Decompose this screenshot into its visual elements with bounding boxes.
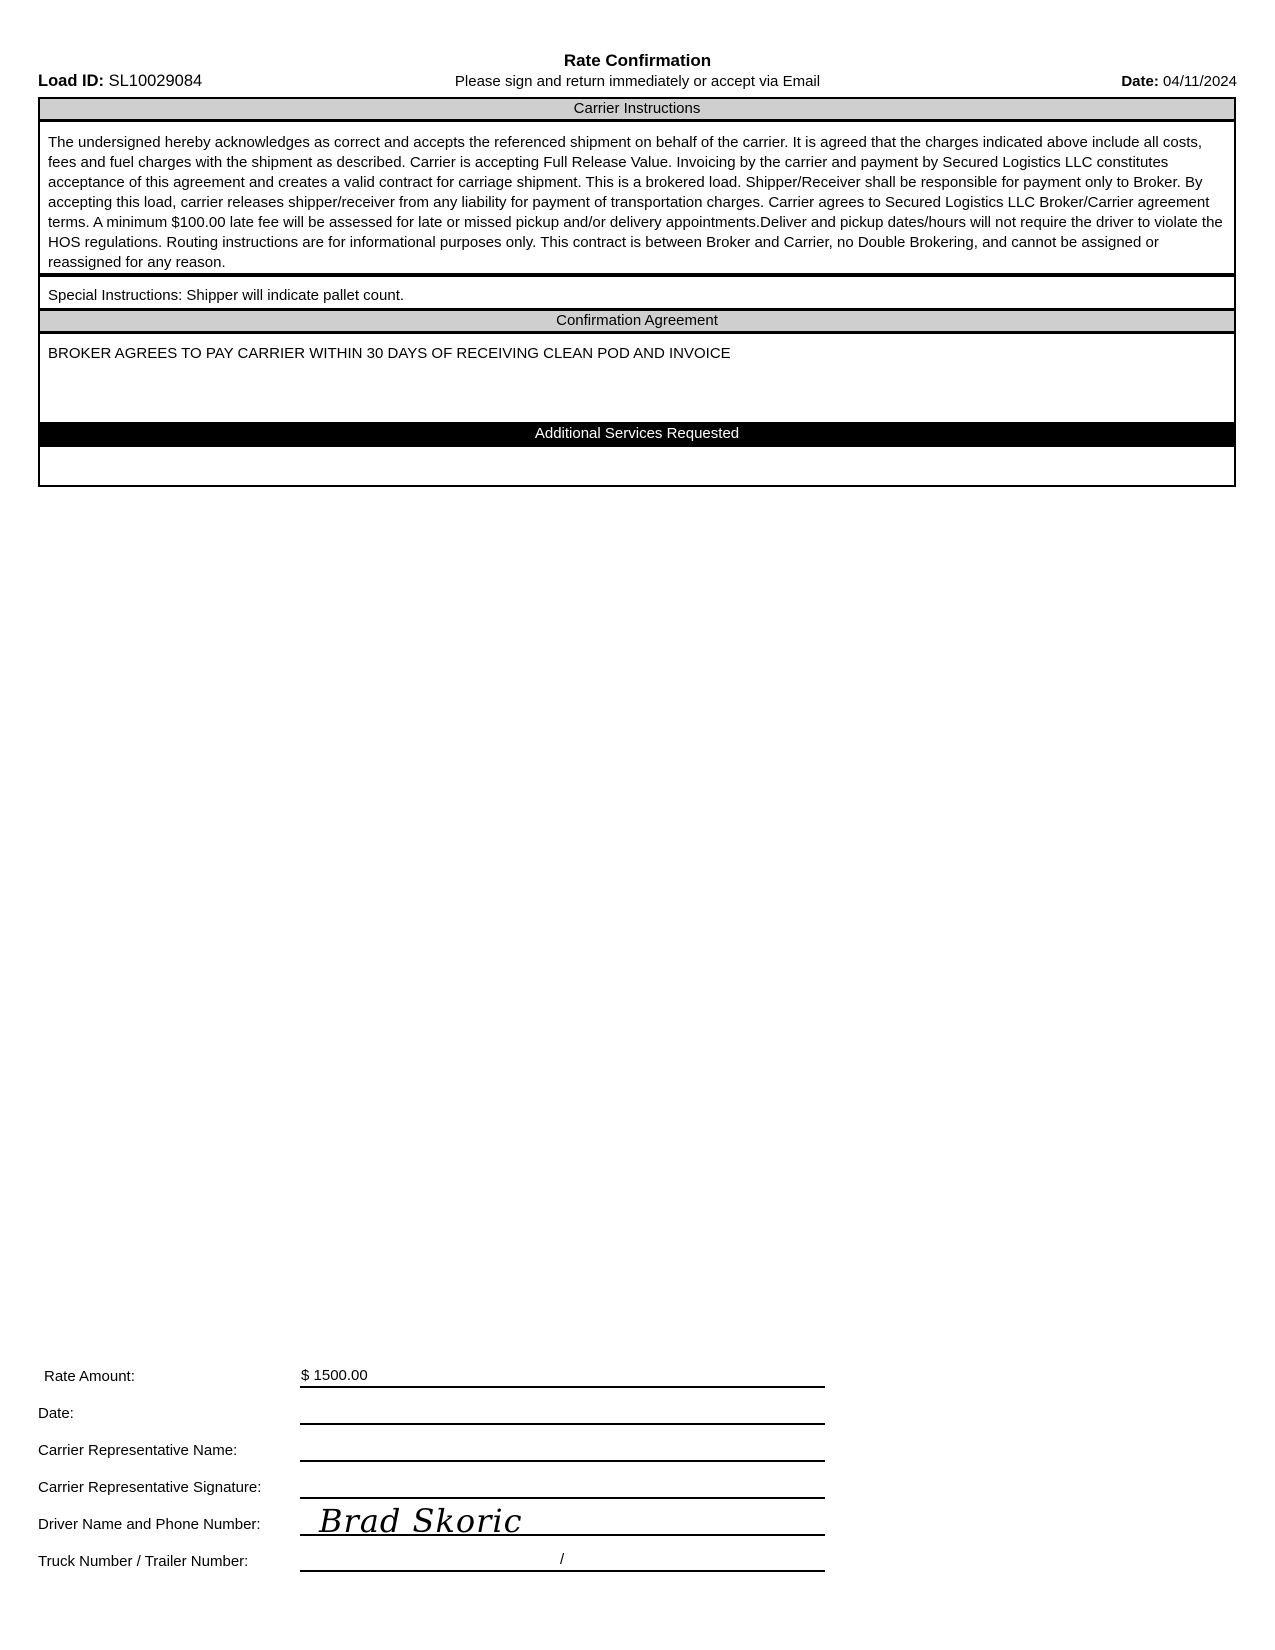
page-subtitle: Please sign and return immediately or accept via Email (454, 73, 821, 90)
special-instructions-box (38, 275, 1236, 310)
rep-signature-line (300, 1497, 825, 1499)
confirmation-agreement-text: BROKER AGREES TO PAY CARRIER WITHIN 30 DAYS OF RECEIVING CLEAN POD AND INVOICE (48, 345, 731, 362)
rep-name-line (300, 1460, 825, 1462)
carrier-instructions-heading: Carrier Instructions (38, 97, 1236, 121)
additional-services-heading: Additional Services Requested (38, 422, 1236, 446)
load-id-label: Load ID: (38, 72, 104, 90)
page-title: Rate Confirmation (563, 51, 712, 70)
rate-amount-label: Rate Amount: (44, 1368, 135, 1385)
additional-services-box (38, 445, 1236, 487)
driver-line (300, 1534, 825, 1536)
carrier-instructions-text: The undersigned hereby acknowledges as correct and accepts the referenced shipment on behalf of the carrier. It is agreed that the charges indicated above include all costs, fees and fuel charges with the shipment as described. Carrier is accepting Full Release Value. Invoicing by the carrier and payment by Secured Logistics LLC constitutes acceptance of this agreement and creates a valid contract for carriage shipment. This is a brokered load. Shipper/Receiver shall be responsible for payment only to Broker. By accepting this load, carrier releases shipper/receiver from any liability for payment of transportation charges. Carrier agrees to Secured Logistics LLC Broker/Carrier agreement terms. A minimum $100.00 late fee will be assessed for late or missed pickup and/or delivery appointments.Deliver and pickup dates/hours will not require the driver to violate the HOS regulations. Routing instructions are for informational purposes only. This contract is between Broker and Carrier, no Double Brokering, and cannot be assigned or reassigned for any reason. (48, 134, 1223, 271)
signature-date-label: Date: (38, 1405, 74, 1422)
confirmation-agreement-box (38, 332, 1236, 424)
svg-text:Brad Skoric: Brad Skoric (319, 1502, 523, 1540)
rep-name-label: Carrier Representative Name: (38, 1442, 238, 1459)
confirmation-agreement-heading: Confirmation Agreement (38, 309, 1236, 333)
rep-signature-label: Carrier Representative Signature: (38, 1479, 262, 1496)
signature-date-line (300, 1423, 825, 1425)
date-label: Date: (1121, 73, 1159, 90)
rate-amount-value: $ 1500.00 (301, 1367, 368, 1384)
document-date (1121, 73, 1237, 90)
driver-label: Driver Name and Phone Number: (38, 1516, 261, 1533)
truck-trailer-label: Truck Number / Trailer Number: (38, 1553, 249, 1570)
load-id-value: SL10029084 (108, 72, 203, 90)
special-instructions-text: Special Instructions: Shipper will indicate pallet count. (48, 287, 405, 304)
carrier-instructions-box (38, 120, 1236, 276)
truck-trailer-line (300, 1570, 825, 1572)
rate-amount-line (300, 1386, 825, 1388)
load-id (38, 72, 202, 91)
truck-trailer-separator: / (560, 1551, 565, 1568)
date-value: 04/11/2024 (1163, 73, 1237, 90)
